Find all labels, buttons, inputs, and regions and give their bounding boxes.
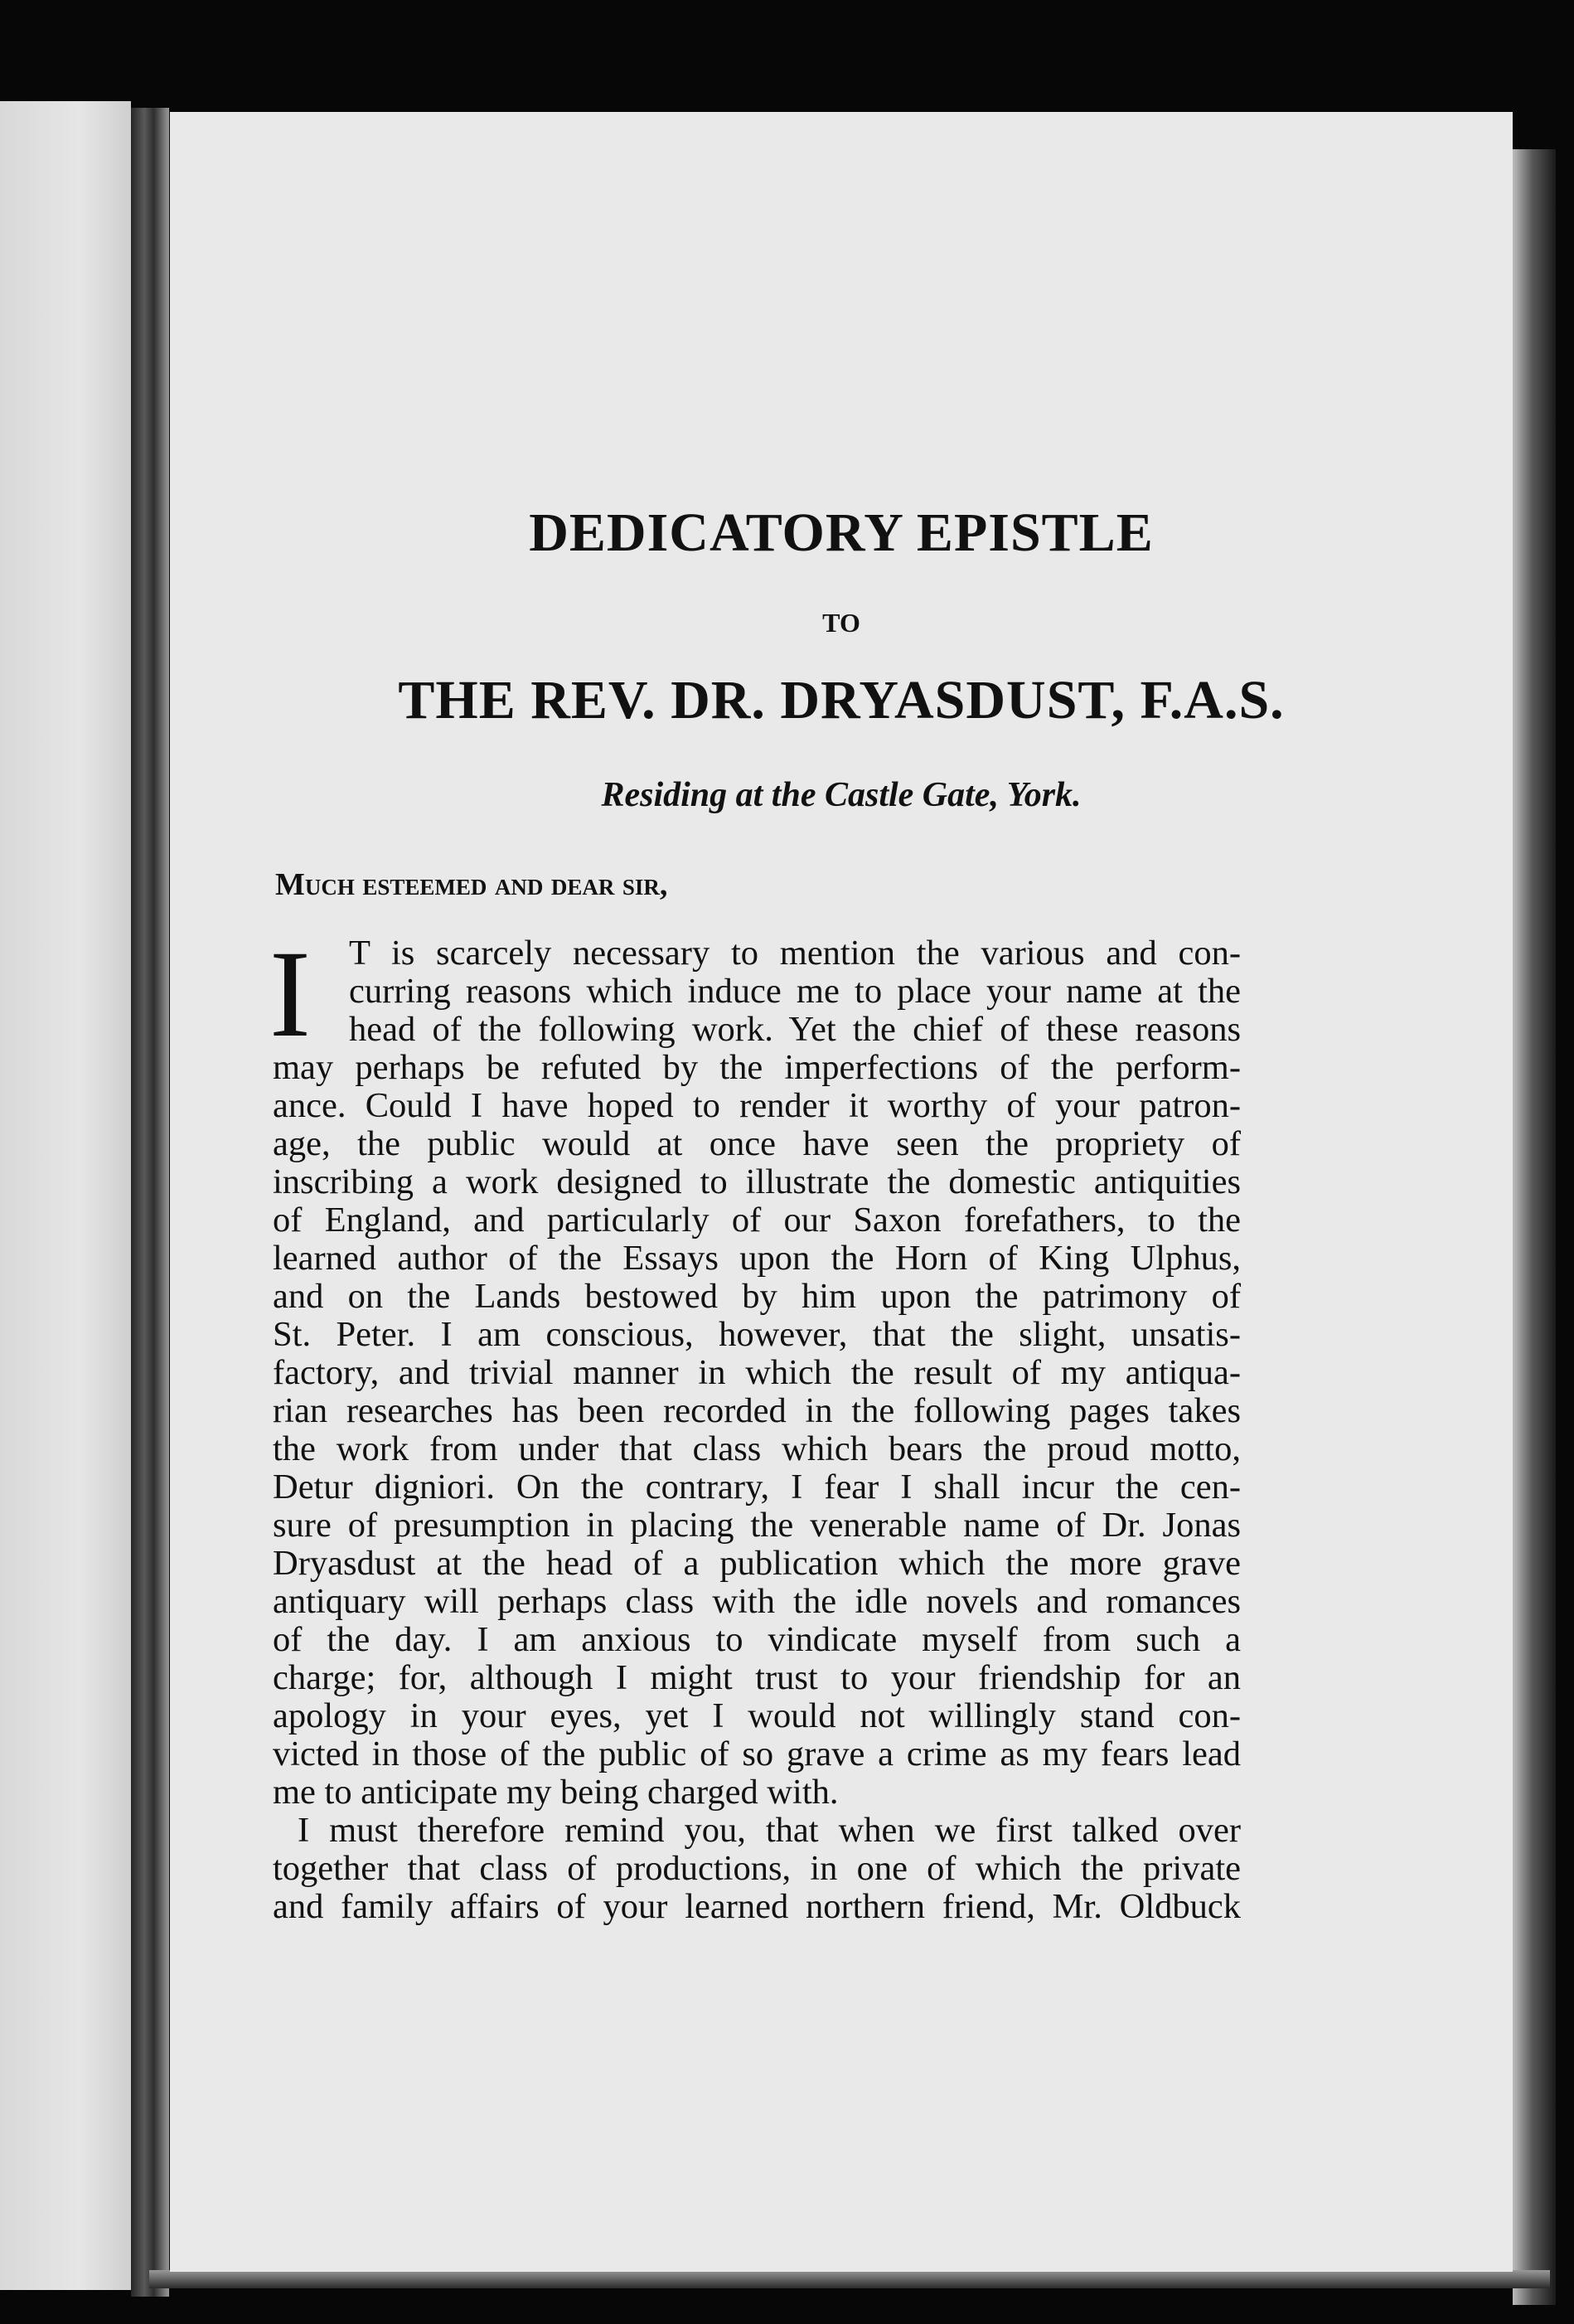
text-line: of England, and particularly of our Saxon forefathers, to the: [273, 1201, 1241, 1240]
drop-cap: I: [269, 925, 311, 1063]
text-line: age, the public would at once have seen the propriety of: [273, 1124, 1241, 1163]
text-line: Dryasdust at the head of a publication which the more grave: [273, 1544, 1241, 1583]
text-line: curring reasons which induce me to place your name at the: [349, 972, 1241, 1011]
text-line: rian researches has been recorded in the following pages takes: [273, 1391, 1241, 1430]
text-line: T is scarcely necessary to mention the various and con-: [349, 934, 1241, 973]
addressee-heading: THE REV. DR. DRYASDUST, F.A.S.: [398, 670, 1285, 730]
text-line: factory, and trivial manner in which the result of my antiqua-: [273, 1353, 1241, 1392]
to-heading: TO: [822, 608, 860, 638]
text-line: of the day. I am anxious to vindicate myself from such a: [273, 1620, 1241, 1659]
text-line: and family affairs of your learned northern friend, Mr. Oldbuck: [273, 1887, 1241, 1926]
text-line: victed in those of the public of so grave a crime as my fears lead: [273, 1735, 1241, 1773]
page-edge-right: [1513, 149, 1556, 2305]
text-line: sure of presumption in placing the venerable name of Dr. Jonas: [273, 1506, 1241, 1545]
text-line: antiquary will perhaps class with the idle novels and romances: [273, 1582, 1241, 1621]
text-line: apology in your eyes, yet I would not willingly stand con-: [273, 1696, 1241, 1735]
text-line: learned author of the Essays upon the Horn of King Ulphus,: [273, 1239, 1241, 1278]
text-line: the work from under that class which bears the proud motto,: [273, 1429, 1241, 1468]
text-line: and on the Lands bestowed by him upon the patrimony of: [273, 1277, 1241, 1316]
book-gutter: [131, 108, 169, 2297]
salutation: Much esteemed and dear sir,: [275, 867, 668, 902]
page-content: [170, 112, 1513, 2272]
page-edge-bottom: [149, 2270, 1550, 2288]
book-page: [170, 112, 1513, 2272]
text-line: Detur digniori. On the contrary, I fear I shall incur the cen-: [273, 1468, 1241, 1506]
text-line: I must therefore remind you, that when we first talked over: [298, 1811, 1241, 1850]
body-text: [273, 934, 1241, 1926]
text-line: charge; for, although I might trust to your friendship for an: [273, 1658, 1241, 1697]
residence-subheading: Residing at the Castle Gate, York.: [601, 776, 1082, 814]
title-heading: DEDICATORY EPISTLE: [529, 502, 1154, 563]
text-line: head of the following work. Yet the chief of these reasons: [349, 1010, 1241, 1049]
text-line: ance. Could I have hoped to render it worthy of your patron-: [273, 1086, 1241, 1125]
text-line: together that class of productions, in one of which the private: [273, 1849, 1241, 1888]
facing-page: [0, 101, 131, 2290]
text-line: me to anticipate my being charged with.: [273, 1773, 839, 1812]
text-line: inscribing a work designed to illustrate the domestic antiquities: [273, 1162, 1241, 1201]
text-line: may perhaps be refuted by the imperfections of the perform-: [273, 1048, 1241, 1087]
text-line: St. Peter. I am conscious, however, that the slight, unsatis-: [273, 1315, 1241, 1354]
